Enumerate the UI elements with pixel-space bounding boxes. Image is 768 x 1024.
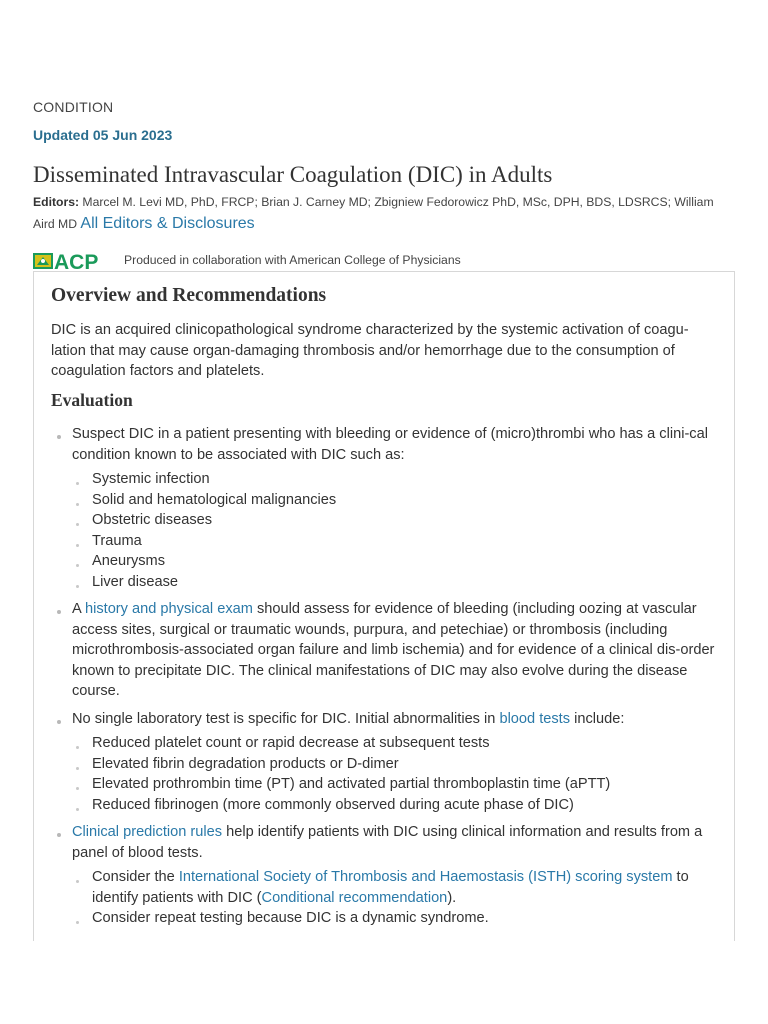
sublist-item: Systemic infection — [72, 469, 721, 490]
updated-date: Updated 05 Jun 2023 — [33, 127, 173, 143]
evaluation-list — [51, 424, 721, 936]
bullet-text-post: help identify patients with DIC using clinical information and results from a panel of blood tests. — [72, 824, 703, 861]
page-title: Disseminated Intravascular Coagulation (DIC) in Adults — [33, 162, 553, 187]
bullet-text-pre: A — [72, 601, 85, 617]
sublist-item: Liver disease — [72, 572, 721, 593]
lab-sublist — [72, 733, 721, 815]
collaboration-row — [33, 251, 733, 273]
list-item — [51, 822, 721, 929]
sublist-item: Elevated fibrin degradation products or D-dimer — [72, 754, 721, 775]
editors-names: Marcel M. Levi MD, PhD, FRCP; Brian J. Carney MD; Zbigniew Fedorowicz PhD, MSc, DPH, BDS, LDSRCS; William Aird MD — [33, 195, 714, 231]
overview-heading: Overview and Recommendations — [51, 285, 327, 306]
overview-card — [33, 271, 735, 941]
isth-scoring-link[interactable]: International Society of Thrombosis and Haemostasis (ISTH) scoring system — [178, 869, 673, 885]
list-item — [51, 599, 721, 702]
list-item — [51, 709, 721, 816]
list-item — [51, 424, 721, 592]
sublist-item — [72, 867, 721, 908]
editors-line — [33, 192, 733, 235]
all-editors-link[interactable]: All Editors & Disclosures — [80, 215, 255, 232]
overview-paragraph: DIC is an acquired clinicopathological syndrome characterized by the systemic activation of coagu-lation that may cause organ-damaging thrombosis and/or hemorrhage due to the consumption of coagulation factors and platelets. — [51, 322, 689, 379]
clinical-prediction-rules-link[interactable]: Clinical prediction rules — [72, 824, 223, 840]
evaluation-heading: Evaluation — [51, 390, 133, 410]
sublist-item: Elevated prothrombin time (PT) and activated partial thromboplastin time (aPTT) — [72, 774, 721, 795]
collaboration-text: Produced in collaboration with American College of Physicians — [124, 253, 461, 267]
condition-sublist — [72, 469, 721, 592]
sublist-text-post: ). — [447, 889, 457, 906]
sublist-item: Reduced fibrinogen (more commonly observed during acute phase of DIC) — [72, 795, 721, 816]
bullet-text: Suspect DIC in a patient presenting with bleeding or evidence of (micro)thrombi who has a clini-cal condition known to be associated with DIC such as: — [72, 426, 708, 463]
acp-logo-text: ACP — [54, 251, 99, 271]
acp-logo — [33, 251, 117, 271]
sublist-item: Reduced platelet count or rapid decrease at subsequent tests — [72, 733, 721, 754]
sublist-text-mid: to identify patients with DIC ( — [92, 869, 689, 906]
sublist-item: Solid and hematological malignancies — [72, 490, 721, 511]
bullet-text-pre: No single laboratory test is specific for DIC. Initial abnormalities in — [72, 710, 500, 727]
editors-label: Editors: — [33, 195, 80, 209]
sublist-item: Obstetric diseases — [72, 510, 721, 531]
blood-tests-link[interactable]: blood tests — [499, 710, 571, 727]
bullet-text-post: should assess for evidence of bleeding (including oozing at vascular access sites, surgical or traumatic wounds, purpura, and petechiae) or thrombosis (including microthrombosis-associated organ failure and limb ischemia) and for evidence of a clinical dis-order known to precipitate DIC. The clinical manifestations of DIC may also evolve during the disease course. — [72, 601, 715, 699]
sublist-text-pre: Consider the — [92, 869, 179, 885]
sublist-item: Consider repeat testing because DIC is a dynamic syndrome. — [72, 908, 721, 929]
sublist-item: Aneurysms — [72, 551, 721, 572]
sublist-item: Trauma — [72, 531, 721, 552]
history-physical-link[interactable]: history and physical exam — [84, 601, 253, 617]
bullet-text-post: include: — [570, 710, 625, 727]
content-type-label: CONDITION — [33, 99, 114, 115]
prediction-sublist — [72, 867, 721, 929]
conditional-recommendation-link[interactable]: Conditional recommendation — [261, 889, 448, 906]
